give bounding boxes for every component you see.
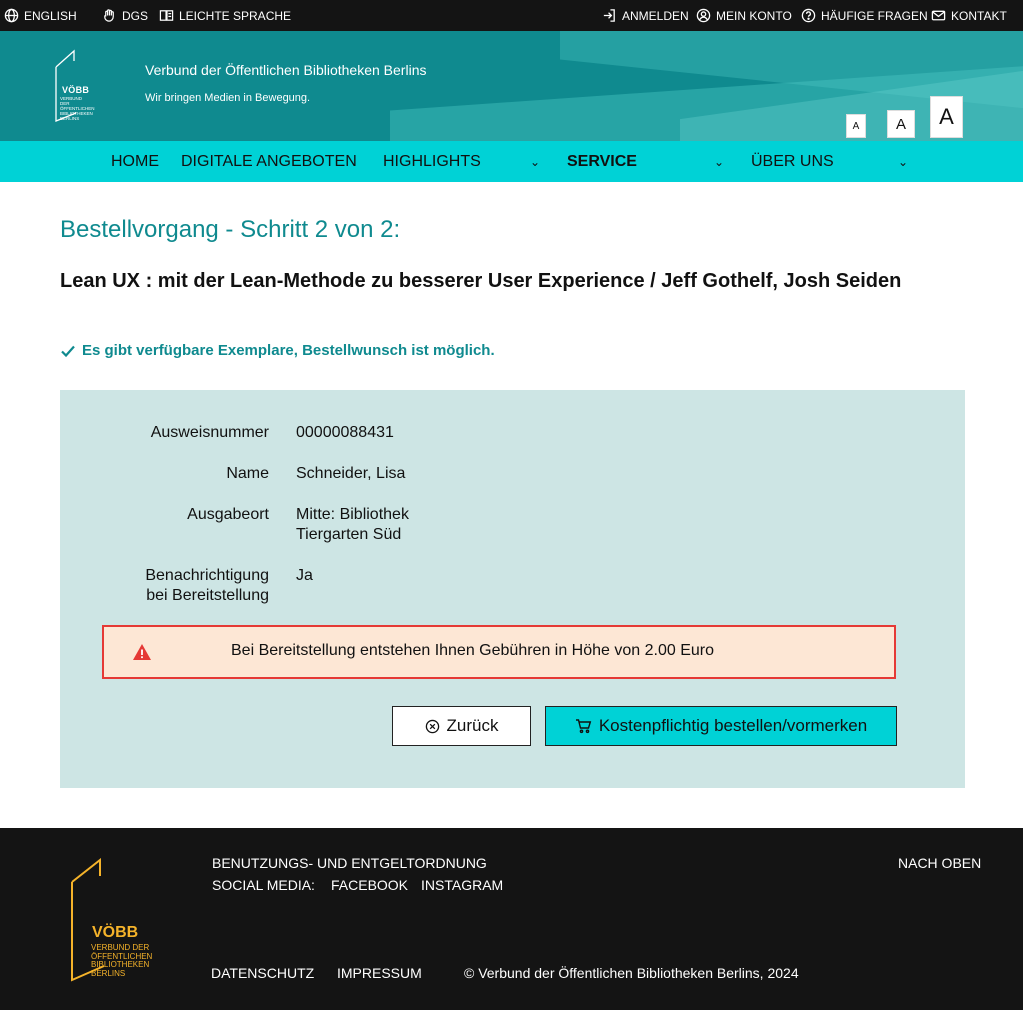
back-to-top-link[interactable]: NACH OBEN [898, 855, 982, 871]
chevron-down-icon[interactable]: ⌄ [898, 154, 909, 169]
login-icon [602, 8, 617, 23]
copyright-text: © Verbund der Öffentlichen Bibliotheken Berlins, 2024 [464, 965, 799, 981]
nav-service[interactable]: SERVICE [567, 152, 637, 170]
privacy-link[interactable]: DATENSCHUTZ [211, 965, 315, 981]
back-button[interactable] [392, 706, 531, 746]
notify-label-line2: bei Bereitstellung [146, 587, 269, 604]
login-label: ANMELDEN [622, 8, 689, 23]
location-value-line2: Tiergarten Süd [296, 526, 402, 543]
contact-label: KONTAKT [951, 8, 1007, 23]
footer-logo-short: VÖBB [92, 924, 139, 941]
book-open-icon [159, 8, 174, 23]
nav-highlights[interactable]: HIGHLIGHTS [383, 152, 481, 170]
name-value: Schneider, Lisa [296, 465, 406, 482]
facebook-link[interactable]: FACEBOOK [331, 877, 409, 893]
footer-logo[interactable] [68, 858, 168, 982]
chevron-down-icon[interactable]: ⌄ [714, 154, 725, 169]
header-logo-short: VÖBB [62, 85, 90, 95]
imprint-link[interactable]: IMPRESSUM [337, 965, 422, 981]
name-label: Name [226, 465, 269, 482]
back-button-label: Zurück [446, 716, 499, 735]
top-utility-bar [0, 0, 1023, 31]
login-link[interactable] [602, 0, 689, 31]
main-nav [0, 141, 1023, 182]
font-size-medium-button[interactable]: A [887, 110, 915, 138]
faq-link[interactable] [801, 0, 928, 31]
account-label: MEIN KONTO [716, 8, 792, 23]
nav-home[interactable]: HOME [111, 152, 159, 170]
cart-icon [575, 718, 592, 734]
book-title: Lean UX : mit der Lean-Methode zu besserer User Experience / Jeff Gothelf, Josh Seiden [60, 270, 902, 292]
location-label: Ausgabeort [187, 506, 269, 523]
header-tagline: Wir bringen Medien in Bewegung. [145, 92, 311, 104]
font-size-small-button[interactable]: A [846, 114, 866, 138]
dgs-label: DGS [122, 8, 149, 23]
question-circle-icon [801, 8, 816, 23]
notify-label-line1: Benachrichtigung [145, 567, 269, 584]
instagram-link[interactable]: INSTAGRAM [421, 877, 504, 893]
footer-logo-line: BIBLIOTHEKEN [91, 960, 150, 969]
dgs-link[interactable] [102, 0, 148, 31]
site-footer [0, 828, 1023, 1010]
fee-warning [102, 625, 896, 679]
easy-language-link[interactable] [159, 0, 291, 31]
order-button-label: Kostenpflichtig bestellen/vormerken [598, 716, 868, 735]
hand-icon [102, 8, 117, 23]
header-title: Verbund der Öffentlichen Bibliotheken Berlins [145, 62, 427, 78]
english-label: ENGLISH [24, 8, 77, 23]
account-link[interactable] [696, 0, 792, 31]
easy-language-label: LEICHTE SPRACHE [179, 8, 292, 23]
social-media-label: SOCIAL MEDIA: [212, 877, 315, 893]
footer-logo-line: VERBUND DER [91, 943, 150, 952]
english-link[interactable] [4, 0, 77, 31]
location-value-line1: Mitte: Bibliothek [296, 506, 409, 523]
header-logo-long: VERBUND DER ÖFFENTLICHEN BIBLIOTHEKEN BERLINS [60, 96, 95, 121]
header-logo[interactable] [46, 47, 106, 123]
checkmark-icon [60, 343, 76, 359]
close-circle-icon [425, 719, 440, 734]
nav-digital[interactable]: DIGITALE ANGEBOTEN [181, 152, 357, 170]
mail-icon [931, 8, 946, 23]
card-number-value: 00000088431 [296, 424, 394, 441]
globe-icon [4, 8, 19, 23]
footer-logo-line: BERLINS [91, 968, 126, 978]
notify-value: Ja [296, 567, 313, 584]
availability-message [60, 342, 495, 359]
footer-logo-long [91, 944, 152, 978]
order-summary-panel [60, 390, 965, 788]
footer-logo-line: ÖFFENTLICHEN [91, 951, 153, 961]
user-circle-icon [696, 8, 711, 23]
chevron-down-icon[interactable]: ⌄ [530, 154, 541, 169]
card-number-label: Ausweisnummer [150, 424, 269, 441]
faq-label: HÄUFIGE FRAGEN [821, 8, 928, 23]
availability-text: Es gibt verfügbare Exemplare, Bestellwunsch ist möglich. [82, 342, 495, 359]
terms-link[interactable]: BENUTZUNGS- UND ENTGELTORDNUNG [212, 855, 487, 871]
contact-link[interactable] [931, 0, 1007, 31]
font-size-large-button[interactable]: A [930, 96, 963, 138]
fee-warning-text: Bei Bereitstellung entstehen Ihnen Gebühren in Höhe von 2.00 Euro [231, 642, 714, 659]
bottom-spacer [0, 1010, 1023, 1015]
nav-about[interactable]: ÜBER UNS [751, 152, 834, 170]
site-header [0, 31, 1023, 141]
warning-icon [132, 642, 152, 662]
order-button[interactable] [545, 706, 897, 746]
page-title: Bestellvorgang - Schritt 2 von 2: [60, 216, 401, 243]
